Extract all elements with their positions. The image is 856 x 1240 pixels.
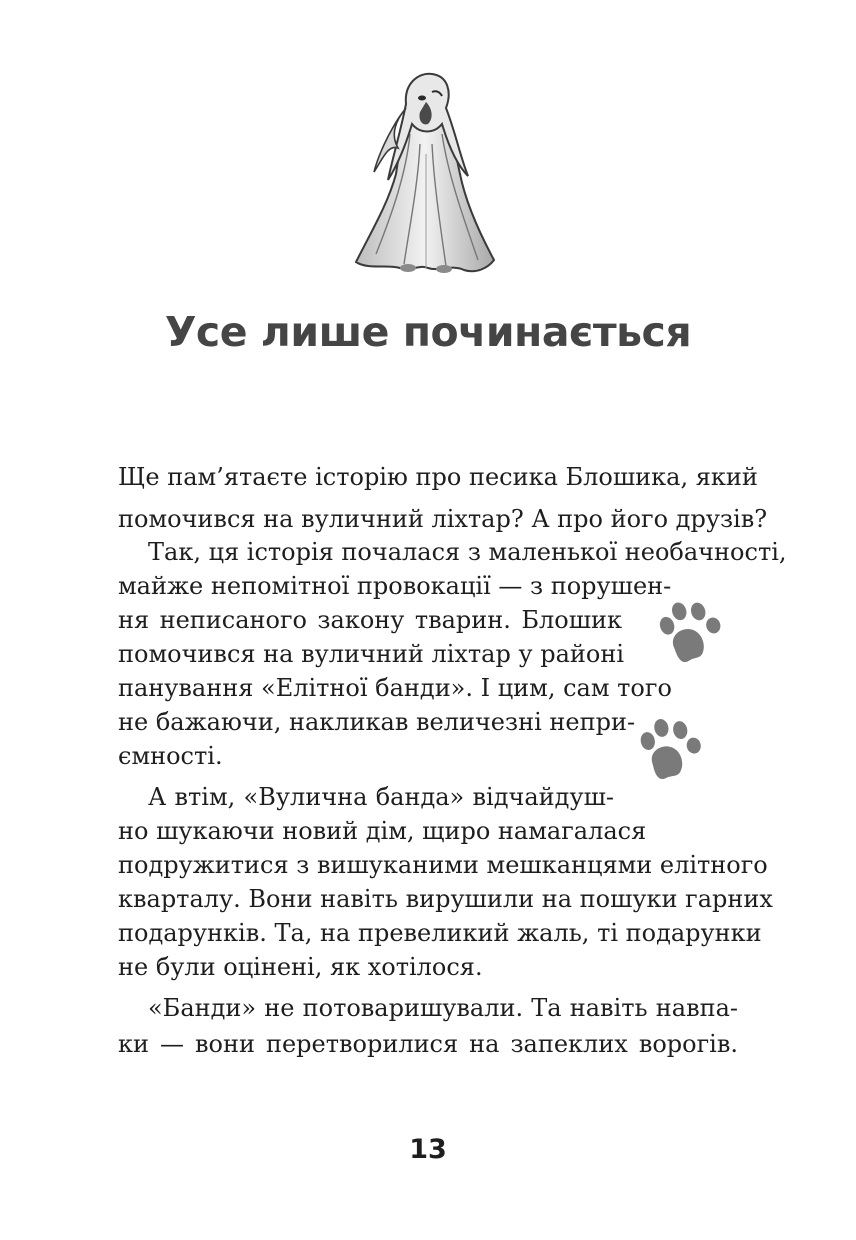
text-line: помочився на вуличний ліхтар у районі [118, 640, 625, 668]
text-line: подружитися з вишуканими мешканцями елітного [118, 851, 768, 879]
paw-print-icon [636, 712, 710, 786]
chapter-body [118, 0, 787, 1240]
text-line: не бажаючи, накликав величезні непри- [118, 708, 636, 736]
chapter-title: Усе лише починається [164, 308, 692, 356]
text-line: ки — вони перетворилися на запеклих ворогів. [118, 1030, 738, 1058]
text-line: но шукаючи новий дім, щиро намагалася [118, 817, 647, 845]
page-number: 13 [409, 1134, 447, 1165]
text-line: подарунків. Та, на превеликий жаль, ті подарунки [118, 919, 762, 947]
text-line: панування «Елітної банди». І цим, сам того [118, 674, 672, 702]
text-line: ня неписаного закону тварин. Блошик [118, 606, 622, 634]
paw-print-icon [656, 594, 730, 668]
text-line: Ще пам’ятаєте історію про песика Блошика, який [118, 463, 758, 491]
text-line: не були оцінені, як хотілося. [118, 953, 483, 981]
text-line: А втім, «Вулична банда» відчайдуш- [148, 783, 614, 811]
text-line: кварталу. Вони навіть вирушили на пошуки гарних [118, 885, 773, 913]
text-line: ємності. [118, 742, 223, 770]
text-line: помочився на вуличний ліхтар? А про його друзів? [118, 505, 768, 533]
text-line: майже непомітної провокації — з порушен- [118, 572, 672, 600]
text-line: «Банди» не потоваришували. Та навіть навпа- [148, 994, 738, 1022]
text-line: Так, ця історія почалася з маленької необачності, [148, 538, 787, 566]
